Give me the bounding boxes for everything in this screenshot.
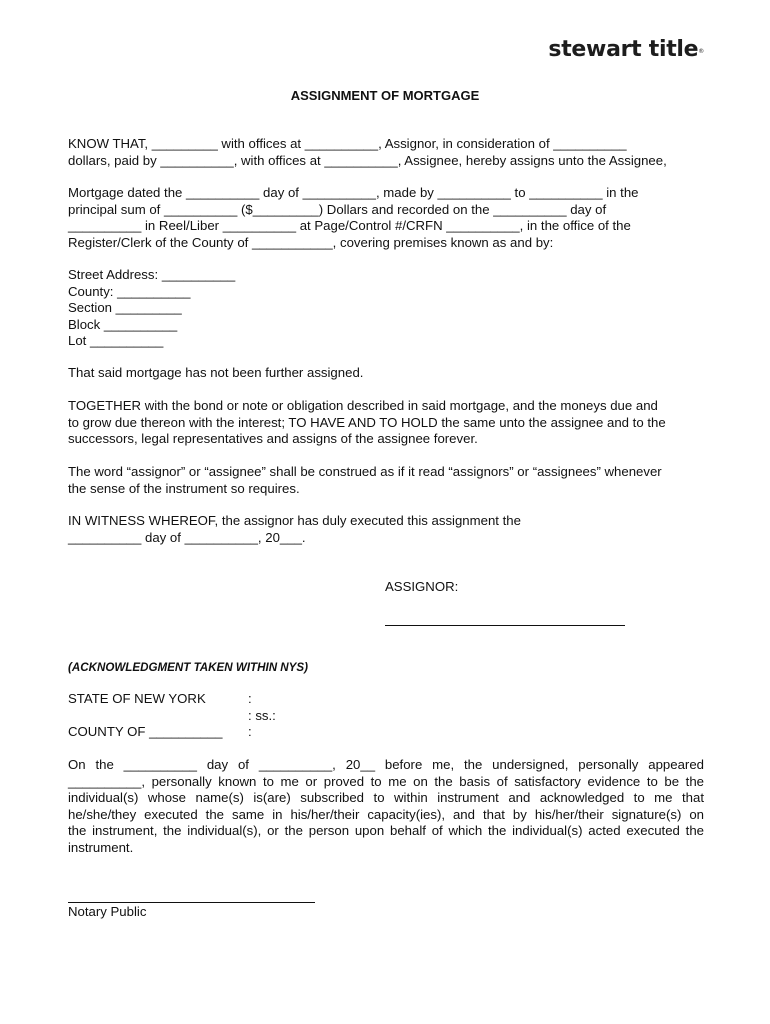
paragraph-line: to grow due thereon with the interest; TO HAVE AND TO HOLD the same unto the assignee and to the	[68, 414, 666, 430]
state-of-new-york: STATE OF NEW YORK	[68, 691, 206, 706]
not-assigned-paragraph	[68, 365, 704, 382]
paragraph-line: KNOW THAT, _________ with offices at __________, Assignor, in consideration of __________	[68, 136, 627, 151]
registered-mark: ®	[698, 48, 704, 55]
block-line: Block __________	[68, 316, 178, 332]
paragraph-line: IN WITNESS WHEREOF, the assignor has duly executed this assignment the	[68, 513, 521, 528]
know-that-paragraph	[68, 136, 704, 169]
paragraph-line: he/she/they executed the same in his/her/their capacity(ies), and that by his/her/their signature(s) on	[68, 806, 704, 822]
paragraph-line: successors, legal representatives and assigns of the assignee forever.	[68, 431, 478, 447]
county-of: COUNTY OF __________	[68, 724, 223, 739]
paragraph-line: instrument.	[68, 839, 134, 855]
construed-paragraph	[68, 464, 704, 497]
paragraph-line: principal sum of __________ ($_________) Dollars and recorded on the __________ day of	[68, 201, 607, 217]
section-line: Section _________	[68, 300, 182, 316]
paragraph-line: TOGETHER with the bond or note or obligation described in said mortgage, and the moneys due and	[68, 398, 658, 413]
paragraph-line: dollars, paid by __________, with offices at __________, Assignee, hereby assigns unto the Assignee,	[68, 152, 667, 168]
paragraph-line: __________ day of __________, 20___.	[68, 529, 306, 545]
paragraph-line: individual(s) whose name(s) is(are) subscribed to within instrument and acknowledged to me that	[68, 790, 704, 806]
paragraph-line: the instrument, the individual(s), or the person upon behalf of which the individual(s) acted executed the	[68, 823, 704, 839]
document-title: ASSIGNMENT OF MORTGAGE	[290, 88, 480, 103]
street-address-line: Street Address: __________	[68, 267, 236, 282]
notary-signature-line	[68, 902, 315, 903]
assignor-signature-line	[385, 625, 625, 626]
paragraph-line: Register/Clerk of the County of ___________, covering premises known as and by:	[68, 234, 554, 250]
county-line: County: __________	[68, 283, 191, 299]
acknowledgment-heading: (ACKNOWLEDGMENT TAKEN WITHIN NYS)	[68, 661, 309, 674]
logo-text: stewart title	[548, 37, 699, 62]
property-description	[68, 267, 704, 350]
together-paragraph	[68, 398, 704, 448]
paragraph-line: The word “assignor” or “assignee” shall be construed as if it read “assignors” or “assignees” whenever	[68, 464, 662, 479]
venue-colon: :	[248, 724, 252, 739]
paragraph-line: Mortgage dated the __________ day of __________, made by __________ to __________ in the	[68, 185, 639, 200]
paragraph-line: the sense of the instrument so requires.	[68, 480, 300, 496]
paragraph-line: __________ in Reel/Liber __________ at Page/Control #/CRFN __________, in the office of the	[68, 218, 631, 234]
stewart-title-logo	[548, 37, 704, 62]
paragraph-line: __________, personally known to me or proved to me on the basis of satisfactory evidence to be the	[68, 773, 704, 789]
mortgage-details-paragraph	[68, 185, 704, 251]
venue-ss: : ss.:	[248, 708, 276, 723]
assignor-label: ASSIGNOR:	[385, 579, 459, 594]
paragraph-line: On the __________ day of __________, 20__ before me, the undersigned, personally appeared	[68, 757, 704, 772]
lot-line: Lot __________	[68, 333, 164, 349]
witness-paragraph	[68, 513, 704, 546]
notary-public-label: Notary Public	[68, 904, 147, 919]
venue-colon: :	[248, 691, 252, 706]
acknowledgment-paragraph	[68, 757, 704, 857]
paragraph-line: That said mortgage has not been further assigned.	[68, 365, 364, 380]
